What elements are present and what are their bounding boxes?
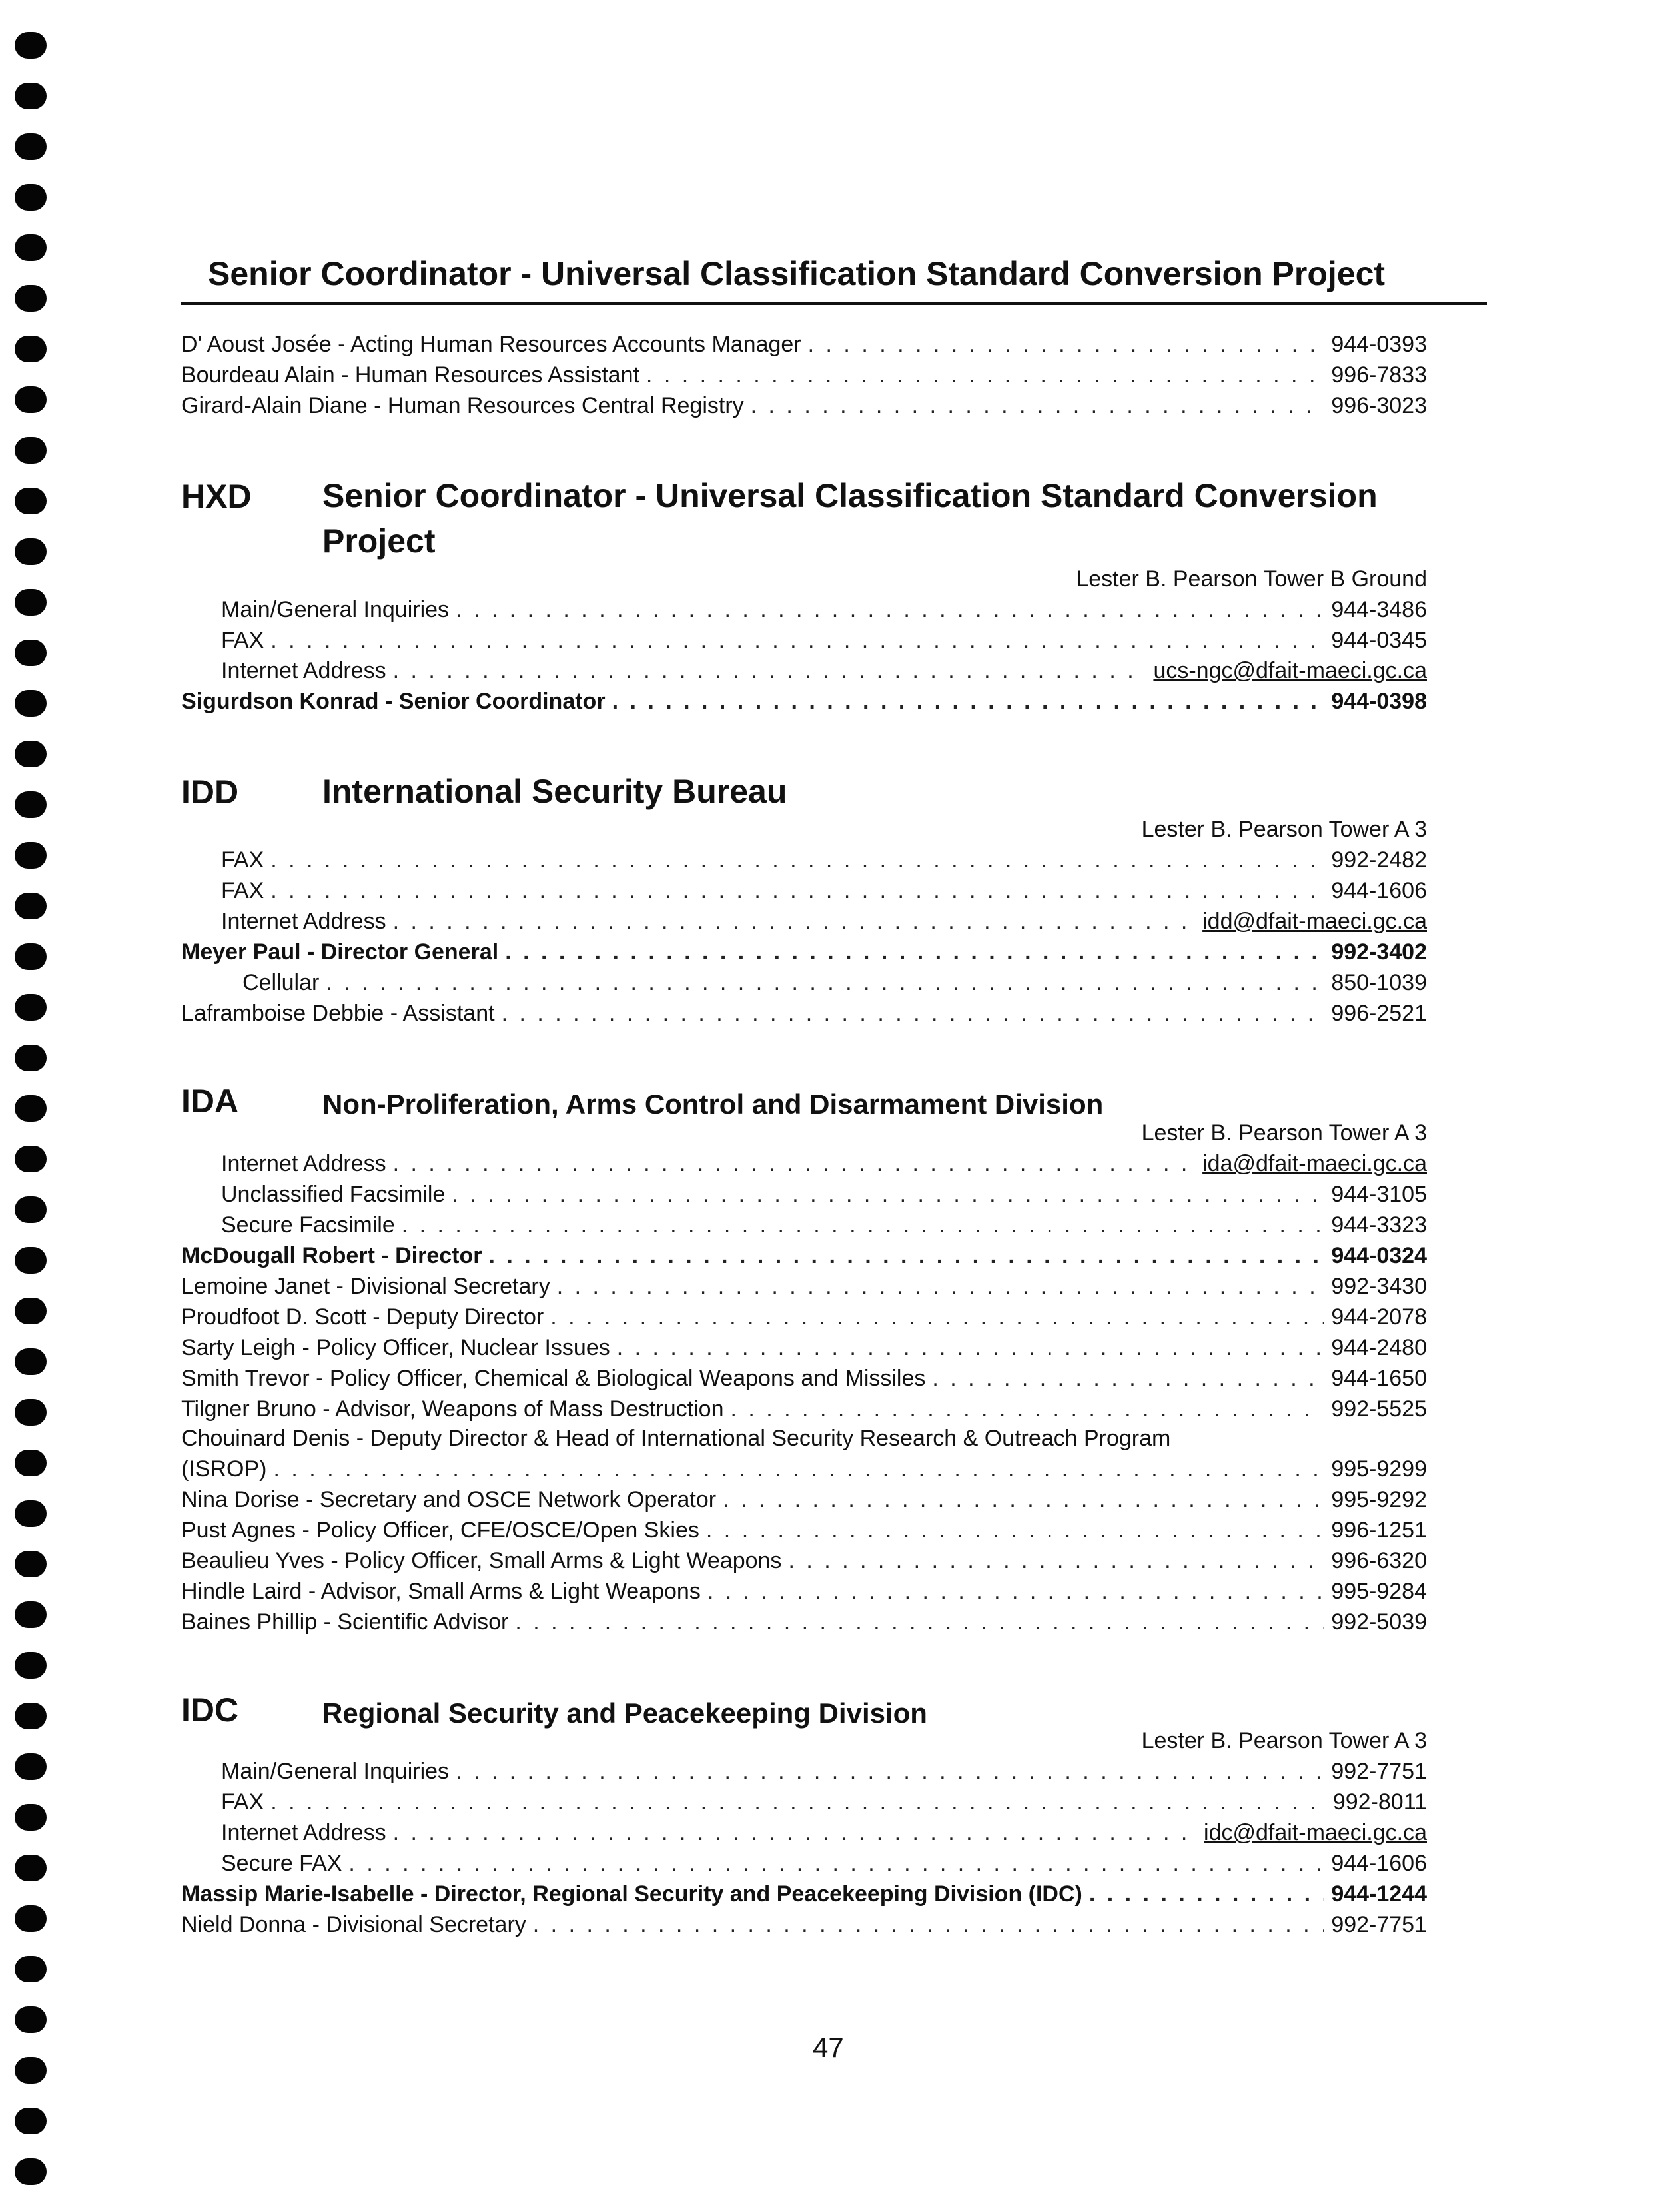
directory-entry (181, 1759, 1427, 1789)
entry-name: Laframboise Debbie - Assistant (181, 1001, 495, 1026)
leader-dots (393, 1151, 1196, 1177)
directory-entry (181, 597, 1427, 628)
binding-hole (15, 133, 47, 160)
leader-dots (550, 1304, 1324, 1330)
entry-phone: 944-0398 (1331, 689, 1427, 714)
entry-phone: 944-1244 (1331, 1881, 1427, 1907)
directory-entry (181, 970, 1427, 1001)
binding-hole (15, 791, 47, 818)
entry-name: Internet Address (221, 1151, 386, 1176)
binding-hole (15, 741, 47, 767)
directory-entry (181, 1366, 1427, 1396)
binding-hole (15, 538, 47, 565)
directory-entry (181, 1548, 1427, 1579)
section-title-idd: International Security Bureau (322, 773, 787, 810)
entry-phone: 996-1251 (1331, 1518, 1427, 1543)
entry-name: Cellular (242, 970, 320, 995)
email-link[interactable]: idd@dfait-maeci.gc.ca (1202, 909, 1427, 934)
entry-name: Bourdeau Alain - Human Resources Assistant (181, 362, 639, 388)
binding-hole (15, 1652, 47, 1679)
binding-hole (15, 1703, 47, 1729)
directory-entry (181, 909, 1427, 939)
leader-dots (393, 1820, 1197, 1846)
leader-dots (270, 878, 1324, 904)
directory-entry (181, 847, 1427, 878)
spiral-binding (15, 27, 49, 2172)
leader-dots (456, 597, 1324, 623)
directory-entry (181, 1151, 1427, 1182)
leader-dots (452, 1182, 1324, 1208)
page-header: Senior Coordinator - Universal Classification Standard Conversion Project (181, 254, 1487, 305)
leader-dots (612, 689, 1325, 715)
directory-entry (181, 1243, 1427, 1274)
leader-dots (706, 1518, 1324, 1543)
directory-entry (181, 1335, 1427, 1366)
binding-hole (15, 336, 47, 362)
binding-hole (15, 893, 47, 919)
binding-hole (15, 1601, 47, 1628)
leader-dots (533, 1912, 1325, 1938)
binding-hole (15, 83, 47, 109)
directory-entry (181, 1518, 1427, 1548)
directory-entry (181, 628, 1427, 658)
directory-entry (181, 1487, 1427, 1518)
entry-name: Sigurdson Konrad - Senior Coordinator (181, 689, 606, 714)
entry-phone: 850-1039 (1331, 970, 1427, 995)
directory-entry (181, 1396, 1427, 1427)
directory-entry (181, 1789, 1427, 1820)
entry-phone: 995-9284 (1331, 1579, 1427, 1604)
entry-name: McDougall Robert - Director (181, 1243, 482, 1268)
entry-phone: 944-2078 (1331, 1304, 1427, 1330)
leader-dots (326, 970, 1324, 996)
directory-entry (181, 1851, 1427, 1881)
entry-phone: 992-5525 (1331, 1396, 1427, 1422)
entry-name: (ISROP) (181, 1456, 267, 1482)
binding-hole (15, 690, 47, 717)
section-code-idd: IDD (181, 773, 239, 811)
binding-hole (15, 994, 47, 1021)
entry-phone: 944-1606 (1331, 1851, 1427, 1876)
entry-phone: 944-1650 (1331, 1366, 1427, 1391)
entry-phone: 992-3402 (1331, 939, 1427, 965)
binding-hole (15, 2057, 47, 2084)
entry-phone: 992-2482 (1331, 847, 1427, 873)
entry-name: Nield Donna - Divisional Secretary (181, 1912, 526, 1937)
directory-entry (181, 1456, 1427, 1487)
binding-hole (15, 1855, 47, 1881)
section-location: Lester B. Pearson Tower A 3 (1141, 1728, 1427, 1753)
entry-phone: 944-2480 (1331, 1335, 1427, 1360)
directory-entry (181, 332, 1427, 362)
entry-name: Internet Address (221, 909, 386, 934)
entry-name: Tilgner Bruno - Advisor, Weapons of Mass Destruction (181, 1396, 724, 1422)
directory-entry (181, 393, 1427, 424)
entry-phone: 944-3105 (1331, 1182, 1427, 1207)
email-link[interactable]: ida@dfait-maeci.gc.ca (1202, 1151, 1427, 1176)
binding-hole (15, 640, 47, 666)
page-number: 47 (813, 2032, 844, 2063)
entry-phone: 992-8011 (1332, 1789, 1427, 1815)
binding-hole (15, 1500, 47, 1527)
leader-dots (270, 628, 1324, 654)
binding-hole (15, 2108, 47, 2134)
leader-dots (788, 1548, 1324, 1574)
entry-name: Baines Phillip - Scientific Advisor (181, 1609, 509, 1635)
binding-hole (15, 32, 47, 59)
leader-dots (730, 1396, 1324, 1422)
binding-hole (15, 2158, 47, 2185)
email-link[interactable]: ucs-ngc@dfait-maeci.gc.ca (1153, 658, 1427, 683)
binding-hole (15, 1450, 47, 1476)
leader-dots (723, 1487, 1324, 1513)
binding-hole (15, 1348, 47, 1375)
leader-dots (751, 393, 1325, 419)
directory-entry (181, 658, 1427, 689)
entry-phone: 995-9299 (1331, 1456, 1427, 1482)
binding-hole (15, 1298, 47, 1324)
entry-name: Sarty Leigh - Policy Officer, Nuclear Issues (181, 1335, 610, 1360)
directory-entry (181, 1274, 1427, 1304)
binding-hole (15, 1095, 47, 1122)
entry-phone: 992-3430 (1331, 1274, 1427, 1299)
section-title-ida: Non-Proliferation, Arms Control and Disarmament Division (322, 1089, 1104, 1120)
leader-dots (808, 332, 1325, 358)
binding-hole (15, 1551, 47, 1577)
leader-dots (617, 1335, 1325, 1361)
binding-hole (15, 1956, 47, 1982)
section-title-idc: Regional Security and Peacekeeping Division (322, 1697, 927, 1729)
entry-name: Nina Dorise - Secretary and OSCE Network Operator (181, 1487, 717, 1512)
binding-hole (15, 589, 47, 616)
entry-name: Meyer Paul - Director General (181, 939, 499, 965)
binding-hole (15, 234, 47, 261)
leader-dots (270, 847, 1324, 873)
entry-name: Main/General Inquiries (221, 1759, 450, 1784)
binding-hole (15, 943, 47, 970)
binding-hole (15, 2006, 47, 2033)
entry-name: Pust Agnes - Policy Officer, CFE/OSCE/Open Skies (181, 1518, 699, 1543)
directory-entry (181, 1881, 1427, 1912)
leader-dots (707, 1579, 1324, 1605)
entry-phone: 944-1606 (1331, 878, 1427, 903)
entry-phone: 995-9292 (1331, 1487, 1427, 1512)
binding-hole (15, 1045, 47, 1071)
binding-hole (15, 1753, 47, 1780)
entry-phone: 992-5039 (1331, 1609, 1427, 1635)
entry-phone: 996-2521 (1331, 1001, 1427, 1026)
leader-dots (456, 1759, 1324, 1785)
entry-phone: 992-7751 (1331, 1759, 1427, 1784)
leader-dots (393, 658, 1147, 684)
directory-entry (181, 939, 1427, 970)
directory-entry (181, 1001, 1427, 1031)
entry-phone: 944-0345 (1331, 628, 1427, 653)
entry-phone: 996-3023 (1331, 393, 1427, 418)
directory-entry (181, 1212, 1427, 1243)
directory-entry (181, 1820, 1427, 1851)
entry-phone: 992-7751 (1331, 1912, 1427, 1937)
entry-name: FAX (221, 628, 264, 653)
entry-phone: 944-0324 (1331, 1243, 1427, 1268)
directory-entry (181, 689, 1427, 719)
entry-name: Internet Address (221, 658, 386, 683)
leader-dots (932, 1366, 1324, 1392)
entry-name: Unclassified Facsimile (221, 1182, 446, 1207)
entry-name: Massip Marie-Isabelle - Director, Regional Security and Peacekeeping Division (IDC) (181, 1881, 1082, 1907)
leader-dots (270, 1789, 1326, 1815)
leader-dots (488, 1243, 1324, 1269)
entry-name: Main/General Inquiries (221, 597, 450, 622)
leader-dots (557, 1274, 1325, 1300)
entry-name: FAX (221, 878, 264, 903)
entry-phone: 996-7833 (1331, 362, 1427, 388)
binding-hole (15, 1804, 47, 1831)
binding-hole (15, 1146, 47, 1172)
section-title-line: Senior Coordinator - Universal Classification Standard Conversion (322, 477, 1378, 514)
leader-dots (273, 1456, 1324, 1482)
directory-entry (181, 362, 1427, 393)
email-link[interactable]: idc@dfait-maeci.gc.ca (1204, 1820, 1427, 1845)
entry-name: Lemoine Janet - Divisional Secretary (181, 1274, 550, 1299)
entry-name: Secure Facsimile (221, 1212, 395, 1238)
section-code-idc: IDC (181, 1691, 239, 1729)
entry-name: Proudfoot D. Scott - Deputy Director (181, 1304, 544, 1330)
entry-name: FAX (221, 847, 264, 873)
directory-entry (181, 1304, 1427, 1335)
binding-hole (15, 842, 47, 869)
binding-hole (15, 1905, 47, 1932)
directory-entry (181, 1609, 1427, 1640)
leader-dots (515, 1609, 1324, 1635)
binding-hole (15, 1399, 47, 1426)
entry-name: Beaulieu Yves - Policy Officer, Small Arms & Light Weapons (181, 1548, 782, 1573)
binding-hole (15, 1196, 47, 1223)
leader-dots (646, 362, 1324, 388)
binding-hole (15, 184, 47, 211)
directory-entry (181, 1182, 1427, 1212)
binding-hole (15, 386, 47, 413)
entry-name: Hindle Laird - Advisor, Small Arms & Light Weapons (181, 1579, 701, 1604)
directory-entry (181, 878, 1427, 909)
entry-phone: 944-3323 (1331, 1212, 1427, 1238)
binding-hole (15, 285, 47, 312)
leader-dots (393, 909, 1196, 935)
section-code-hxd: HXD (181, 478, 252, 515)
entry-name: Secure FAX (221, 1851, 342, 1876)
entry-name: FAX (221, 1789, 264, 1815)
entry-phone: 944-0393 (1331, 332, 1427, 357)
entry-phone: 996-6320 (1331, 1548, 1427, 1573)
section-location: Lester B. Pearson Tower A 3 (1141, 1120, 1427, 1146)
leader-dots (1089, 1881, 1324, 1907)
entry-phone: 944-3486 (1331, 597, 1427, 622)
directory-entry (181, 1912, 1427, 1943)
leader-dots (502, 1001, 1325, 1027)
entry-name: Internet Address (221, 1820, 386, 1845)
binding-hole (15, 1247, 47, 1274)
directory-entry (181, 1579, 1427, 1609)
entry-name-continued: Chouinard Denis - Deputy Director & Head of International Security Research & Outreach Program (181, 1426, 1171, 1451)
entry-name: Girard-Alain Diane - Human Resources Central Registry (181, 393, 744, 418)
section-location: Lester B. Pearson Tower B Ground (1076, 566, 1427, 592)
binding-hole (15, 488, 47, 514)
section-title-line: Project (322, 522, 436, 560)
leader-dots (348, 1851, 1324, 1877)
section-title-hxd (322, 473, 1455, 564)
section-code-ida: IDA (181, 1083, 239, 1120)
binding-hole (15, 437, 47, 464)
leader-dots (402, 1212, 1325, 1238)
entry-name: D' Aoust Josée - Acting Human Resources Accounts Manager (181, 332, 801, 357)
section-location: Lester B. Pearson Tower A 3 (1141, 817, 1427, 842)
entry-name: Smith Trevor - Policy Officer, Chemical & Biological Weapons and Missiles (181, 1366, 926, 1391)
leader-dots (505, 939, 1324, 965)
